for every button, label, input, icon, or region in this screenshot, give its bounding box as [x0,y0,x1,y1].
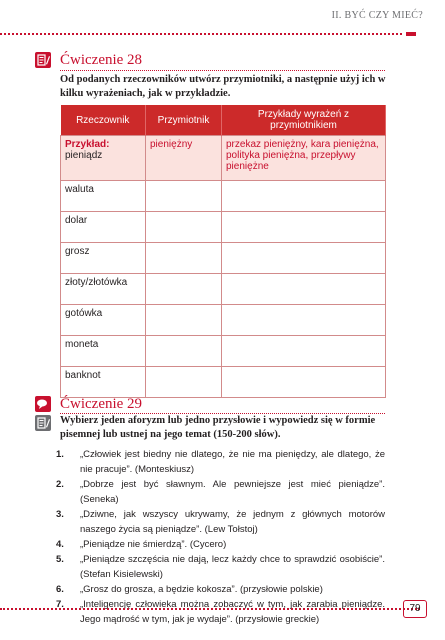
noun-cell: dolar [61,212,146,243]
table-row [61,181,386,212]
adjective-answer-cell[interactable] [146,305,222,336]
item-number: 4. [56,539,64,550]
exercise-28-title-rule [60,70,385,71]
item-text: „Inteligencję człowieka można zobaczyć w tym, jak zarabia pieniądze. Jego mądrość w tym, jak je wydaje”. (przysłowie greckie) [80,599,385,625]
header-rule-end-marker [406,32,416,36]
list-item [56,552,385,582]
adjective-answer-cell[interactable] [146,243,222,274]
header-dotted-rule [0,33,402,35]
table-row [61,243,386,274]
table-row [61,274,386,305]
examples-answer-cell[interactable] [222,212,386,243]
example-noun-cell [61,136,146,181]
exercise-29-title: Ćwiczenie 29 [60,396,143,412]
aphorism-list [56,447,385,627]
item-text: „Dziwne, jak wszyscy ukrywamy, że jednym z głównych motorów naszego życia są pieniądze”. (Lew Tołstoj) [80,509,385,535]
item-text: „Człowiek jest biedny nie dlatego, że nie ma pieniędzy, ale dlatego, że nie pracuje”. (Monteskiusz) [80,449,385,475]
list-item [56,597,385,627]
example-phrases: przekaz pieniężny, kara pieniężna, polityka pieniężna, przepływy pieniężne [222,136,386,181]
item-number: 3. [56,509,64,520]
examples-answer-cell[interactable] [222,243,386,274]
list-item [56,507,385,537]
item-text: „Grosz do grosza, a będzie kokosza”. (przysłowie polskie) [80,584,323,595]
list-item [56,582,385,597]
exercise-29-instruction: Wybierz jeden aforyzm lub jedno przysłowie i wypowiedz się w formie pisemnej lub ustnej na jego temat (150-200 słów). [60,415,376,440]
item-number: 7. [56,599,64,610]
adjective-answer-cell[interactable] [146,367,222,398]
list-item [56,447,385,477]
example-row [61,136,386,181]
example-label: Przykład: [65,139,110,150]
table-row [61,336,386,367]
table-row [61,305,386,336]
example-adjective: pieniężny [146,136,222,181]
noun-cell: waluta [61,181,146,212]
noun-cell: złoty/złotówka [61,274,146,305]
footer-dotted-rule [0,608,420,610]
item-number: 6. [56,584,64,595]
column-header-noun: Rzeczownik [61,105,146,136]
column-header-examples: Przykłady wyrażeń z przymiotnikiem [222,105,386,136]
examples-answer-cell[interactable] [222,336,386,367]
item-text: „Pieniądze szczęścia nie dają, lecz każdy chce to sprawdzić osobiście”. (Stefan Kisielewski) [80,554,385,580]
examples-answer-cell[interactable] [222,181,386,212]
examples-answer-cell[interactable] [222,274,386,305]
exercise-28-instruction: Od podanych rzeczowników utwórz przymiotniki, a następnie użyj ich w kilku wyrażeniach, jak w przykładzie. [60,74,386,99]
writing-exercise-icon [35,52,51,68]
examples-answer-cell[interactable] [222,305,386,336]
running-header: II. BYĆ CZY MIEĆ? [331,10,423,21]
noun-cell: grosz [61,243,146,274]
writing-exercise-icon [35,415,51,431]
item-number: 2. [56,479,64,490]
item-text: „Dobrze jest być sławnym. Ale pewniejsze jest mieć pieniądze”. (Seneka) [80,479,385,505]
adjective-answer-cell[interactable] [146,274,222,305]
examples-answer-cell[interactable] [222,367,386,398]
item-number: 1. [56,449,64,460]
adjective-answer-cell[interactable] [146,181,222,212]
adjective-answer-cell[interactable] [146,212,222,243]
table-row [61,367,386,398]
item-number: 5. [56,554,64,565]
column-header-adjective: Przymiotnik [146,105,222,136]
adjective-formation-table [60,105,386,398]
list-item [56,477,385,507]
page-number: 79 [403,600,427,618]
adjective-answer-cell[interactable] [146,336,222,367]
noun-cell: moneta [61,336,146,367]
example-noun: pieniądz [65,150,103,161]
exercise-28-title: Ćwiczenie 28 [60,52,143,68]
list-item [56,537,385,552]
speech-bubble-icon [35,396,51,412]
noun-cell: gotówka [61,305,146,336]
table-row [61,212,386,243]
item-text: „Pieniądze nie śmierdzą”. (Cycero) [80,539,227,550]
noun-cell: banknot [61,367,146,398]
